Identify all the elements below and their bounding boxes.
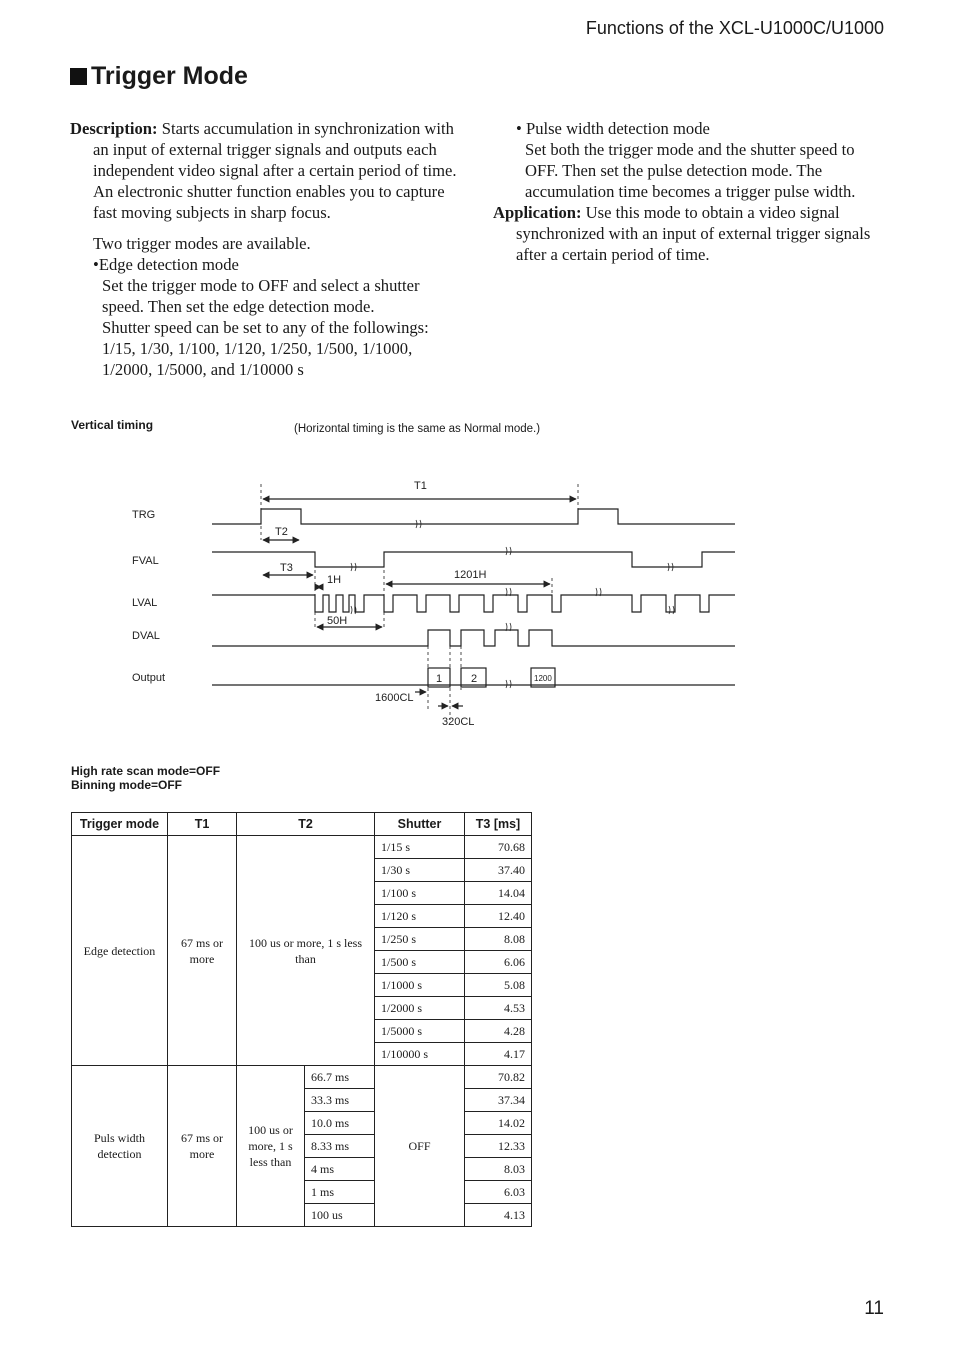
pulse-width-cell: 8.33 ms: [305, 1135, 375, 1158]
edge-t1-cell: 67 ms or more: [168, 836, 237, 1066]
pulse-body: Set both the trigger mode and the shutter speed to OFF. Then set the pulse detection mode. The accumulation time becomes a trigger pulse width.: [525, 140, 856, 201]
h50-label: 50H: [327, 615, 348, 627]
shutter-cell: 1/100 s: [375, 882, 465, 905]
mode-notes: [71, 764, 220, 792]
pulse-width-cell: 66.7 ms: [305, 1066, 375, 1089]
header-shutter: Shutter: [375, 813, 465, 836]
edge-body-2: Shutter speed can be set to any of the followings: 1/15, 1/30, 1/100, 1/120, 1/250, 1/500, 1/1000, 1/2000, 1/5000, and 1/10000 s: [102, 318, 429, 379]
table-row: [72, 1066, 532, 1089]
vertical-timing-title: Vertical timing: [71, 418, 154, 432]
pulse-width-cell: 4 ms: [305, 1158, 375, 1181]
pulse-width-rows: [72, 1066, 532, 1227]
shutter-cell: 1/250 s: [375, 928, 465, 951]
left-column: [70, 118, 462, 380]
t3-cell: 70.82: [465, 1066, 532, 1089]
pulse-bullet: • Pulse width detection mode: [516, 119, 710, 138]
break-mark: [506, 680, 511, 688]
header-t1: T1: [168, 813, 237, 836]
output-1200-label: 1200: [534, 674, 552, 683]
horizontal-timing-note: (Horizontal timing is the same as Normal mode.): [294, 423, 541, 435]
section-title-text: Trigger Mode: [91, 62, 248, 90]
dval-waveform: [212, 630, 735, 646]
description-label: Description:: [70, 119, 158, 138]
t3-cell: 4.13: [465, 1204, 532, 1227]
pulse-width-cell: 1 ms: [305, 1181, 375, 1204]
shutter-cell: 1/120 s: [375, 905, 465, 928]
signal-label-output: Output: [132, 672, 166, 684]
shutter-cell: 1/15 s: [375, 836, 465, 859]
t3-label: T3: [280, 562, 293, 574]
t3-cell: 4.17: [465, 1043, 532, 1066]
pulse-width-cell: 10.0 ms: [305, 1112, 375, 1135]
application-text: Use this mode to obtain a video signal synchronized with an input of external trigger signals after a certain period of time.: [516, 203, 871, 264]
section-title: [70, 62, 248, 91]
t3-cell: 37.40: [465, 859, 532, 882]
section-square-icon: [70, 68, 87, 85]
description-paragraph: [70, 118, 462, 223]
t3-cell: 4.53: [465, 997, 532, 1020]
pulse-t1-cell: 67 ms or more: [168, 1066, 237, 1227]
modes-intro: Two trigger modes are available.: [93, 234, 311, 253]
binning-note: Binning mode=OFF: [71, 778, 182, 792]
lval-waveform: [212, 595, 735, 612]
description-text: Starts accumulation in synchronization with an input of external trigger signals and outputs each independent video signal after a certain period of time. An electronic shutter function enables you to capture fast moving subjects in sharp focus.: [93, 119, 457, 222]
right-column: [493, 118, 885, 265]
application-label: Application:: [493, 203, 582, 222]
t3-cell: 14.04: [465, 882, 532, 905]
edge-bullet: •Edge detection mode: [93, 255, 239, 274]
shutter-cell: 1/2000 s: [375, 997, 465, 1020]
table-header-row: [72, 813, 532, 836]
pulse-shutter-cell: OFF: [375, 1066, 465, 1227]
edge-detection-rows: [72, 836, 532, 1066]
t3-cell: 6.06: [465, 951, 532, 974]
signal-label-trg: TRG: [132, 509, 156, 521]
edge-bullet-text: Edge detection mode: [98, 255, 239, 274]
signal-label-lval: LVAL: [132, 597, 158, 609]
shutter-cell: 1/1000 s: [375, 974, 465, 997]
pulse-t2-cell: 100 us or more, 1 s less than: [237, 1066, 305, 1227]
high-rate-note: High rate scan mode=OFF: [71, 764, 221, 778]
pulse-mode-cell: Puls width detection: [72, 1066, 168, 1227]
t3-cell: 37.34: [465, 1089, 532, 1112]
t3-cell: 70.68: [465, 836, 532, 859]
break-mark: [669, 606, 674, 614]
t3-cell: 14.02: [465, 1112, 532, 1135]
edge-t2-cell: 100 us or more, 1 s less than: [237, 836, 375, 1066]
output-1-label: 1: [436, 673, 443, 685]
timing-diagram: [0, 440, 954, 750]
t2-label: T2: [275, 526, 288, 538]
t3-cell: 6.03: [465, 1181, 532, 1204]
shutter-cell: 1/5000 s: [375, 1020, 465, 1043]
t3-cell: 4.28: [465, 1020, 532, 1043]
pulse-bullet-text: Pulse width detection mode: [525, 119, 710, 138]
shutter-cell: 1/10000 s: [375, 1043, 465, 1066]
cl320-label: 320CL: [442, 716, 475, 728]
h1201-label: 1201H: [454, 569, 487, 581]
shutter-cell: 1/500 s: [375, 951, 465, 974]
header-trigger-mode: Trigger mode: [72, 813, 168, 836]
shutter-cell: 1/30 s: [375, 859, 465, 882]
break-mark: [506, 547, 511, 555]
t3-cell: 5.08: [465, 974, 532, 997]
pulse-width-cell: 33.3 ms: [305, 1089, 375, 1112]
header-t2: T2: [237, 813, 375, 836]
pulse-width-cell: 100 us: [305, 1204, 375, 1227]
t3-cell: 12.40: [465, 905, 532, 928]
t3-cell: 8.03: [465, 1158, 532, 1181]
t3-cell: 8.08: [465, 928, 532, 951]
trg-waveform: [212, 509, 735, 524]
header-t3: T3 [ms]: [465, 813, 532, 836]
application-paragraph: [493, 202, 885, 265]
t3-cell: 12.33: [465, 1135, 532, 1158]
edge-mode-cell: Edge detection: [72, 836, 168, 1066]
signal-label-dval: DVAL: [132, 630, 160, 642]
page-number: 11: [864, 1298, 884, 1319]
signal-label-fval: FVAL: [132, 555, 159, 567]
trigger-t3-table: [71, 812, 532, 1227]
table-row: [72, 836, 532, 859]
edge-body-1: Set the trigger mode to OFF and select a shutter speed. Then set the edge detection mode.: [102, 276, 420, 316]
output-2-label: 2: [471, 673, 478, 685]
running-header: Functions of the XCL-U1000C/U1000: [585, 18, 884, 38]
cl1600-label: 1600CL: [375, 692, 414, 704]
t1-label: T1: [414, 480, 427, 492]
h1-label: 1H: [327, 574, 342, 586]
